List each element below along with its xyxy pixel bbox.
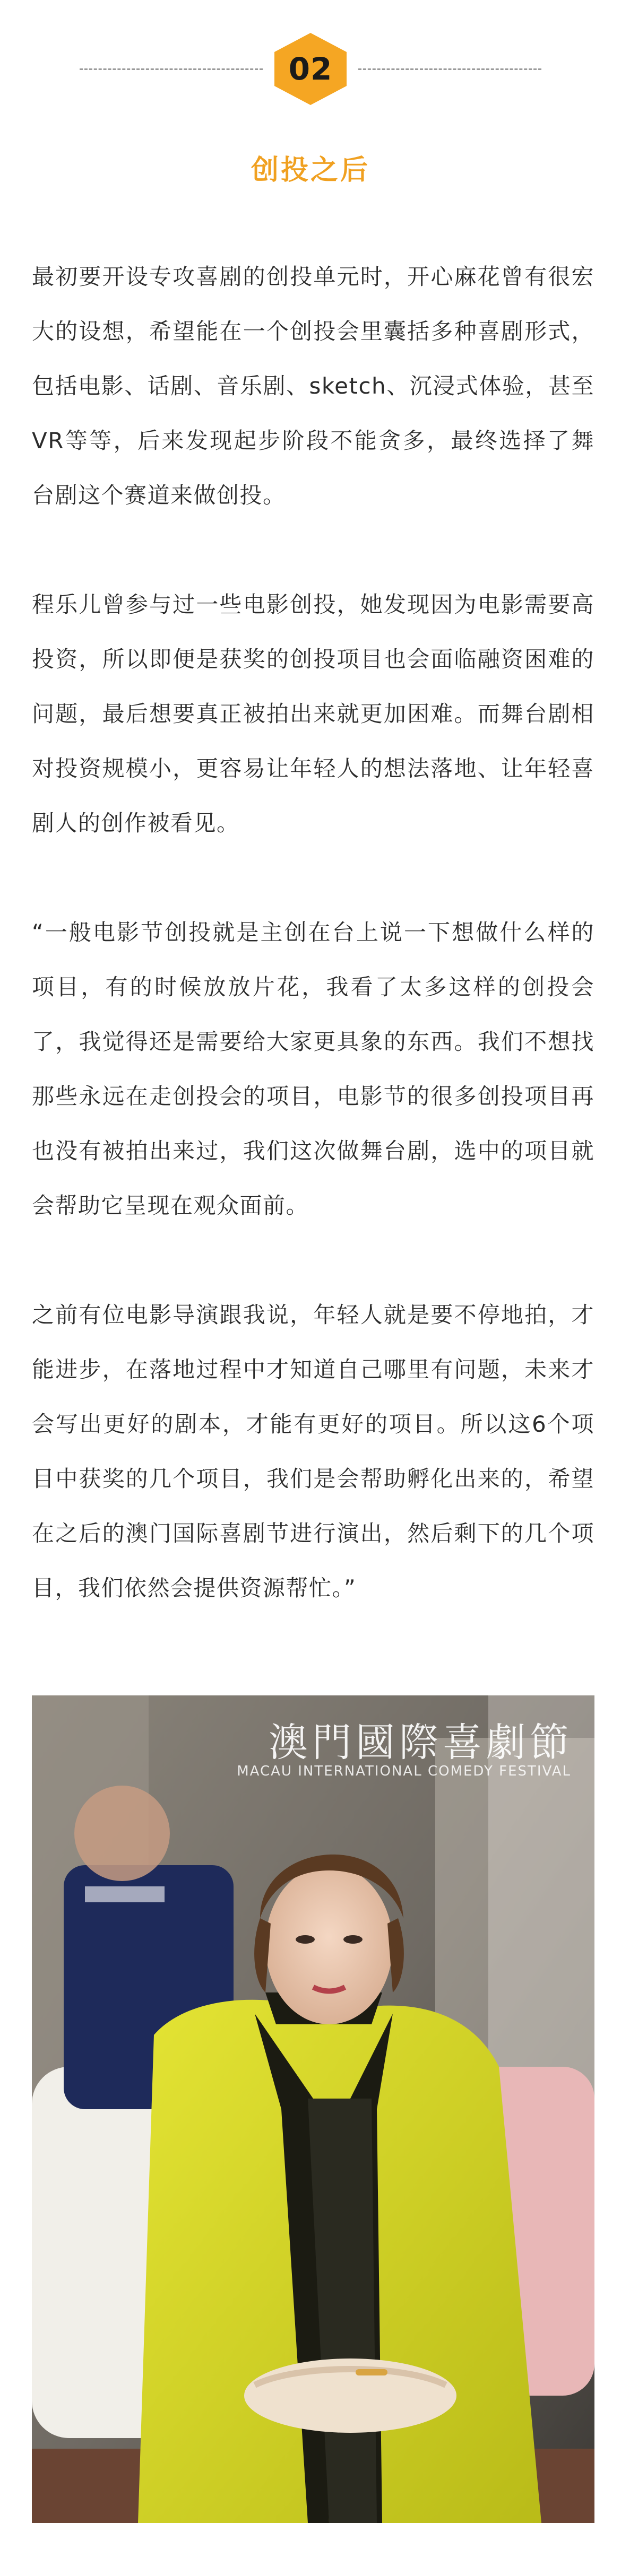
section-number: 02: [288, 51, 333, 87]
paragraph-1: 最初要开设专攻喜剧的创投单元时，开心麻花曾有很宏大的设想，希望能在一个创投会里囊括多种喜剧形式，包括电影、话剧、音乐剧、sketch、沉浸式体验，甚至VR等等，后来发现起步阶段不能贪多，最终选择了舞台剧这个赛道来做创投。: [32, 264, 594, 508]
festival-logo-cn: 澳門國際喜劇節: [269, 1720, 573, 1765]
section-title: 创投之后: [251, 154, 370, 186]
article-photo: [32, 1695, 594, 2523]
article-body: [32, 249, 594, 1670]
section-number-badge: [272, 32, 349, 106]
divider-left: [80, 68, 263, 70]
festival-logo-en: MACAU INTERNATIONAL COMEDY FESTIVAL: [237, 1763, 571, 1779]
photo-illustration: [32, 1695, 594, 2523]
paragraph-4: 之前有位电影导演跟我说，年轻人就是要不停地拍，才能进步，在落地过程中才知道自己哪里有问题，未来才会写出更好的剧本，才能有更好的项目。所以这6个项目中获奖的几个项目，我们是会帮助孵化出来的，希望在之后的澳门国际喜剧节进行演出，然后剩下的几个项目，我们依然会提供资源帮忙。”: [32, 1302, 594, 1601]
paragraph-3: “一般电影节创投就是主创在台上说一下想做什么样的项目，有的时候放放片花，我看了太多这样的创投会了，我觉得还是需要给大家更具象的东西。我们不想找那些永远在走创投会的项目，电影节的很多创投项目再也没有被拍出来过，我们这次做舞台剧，选中的项目就会帮助它呈现在观众面前。: [32, 919, 594, 1219]
divider-right: [358, 68, 541, 70]
paragraph-2: 程乐儿曾参与过一些电影创投，她发现因为电影需要高投资，所以即便是获奖的创投项目也会面临融资困难的问题，最后想要真正被拍出来就更加困难。而舞台剧相对投资规模小，更容易让年轻人的想法落地、让年轻喜剧人的创作被看见。: [32, 591, 594, 836]
section-header: [80, 32, 541, 106]
